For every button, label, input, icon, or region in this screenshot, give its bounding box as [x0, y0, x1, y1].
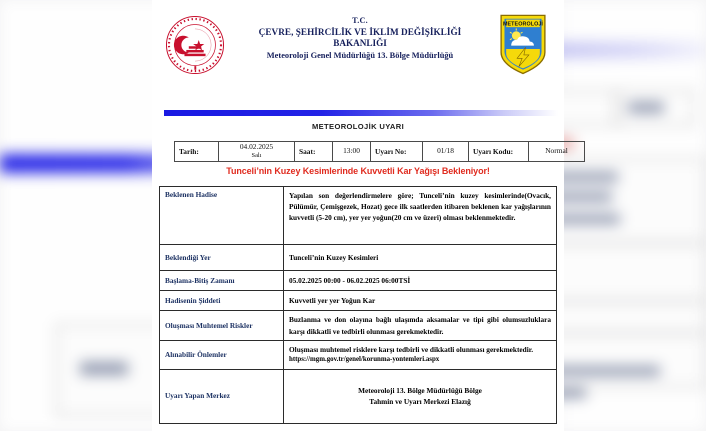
alert-headline: Tunceli’nin Kuzey Kesimlerinde Kuvvetli Kar Yağışı Bekleniyor! — [226, 166, 490, 176]
time-label: Saat: — [295, 142, 333, 162]
time-value: 13:00 — [333, 142, 371, 162]
row-label-expected-event: Beklenen Hadise — [160, 187, 284, 245]
table-row — [160, 311, 557, 341]
warning-code-label: Uyarı Kodu: — [469, 142, 529, 162]
tc-label: T.C. — [352, 16, 368, 25]
tc-ministry-emblem-icon — [164, 14, 226, 76]
row-label-precautions: Alınabilir Önlemler — [160, 341, 284, 370]
warning-no-label: Uyarı No: — [371, 142, 423, 162]
ministry-name-line1: ÇEVRE, ŞEHİRCİLİK VE İKLİM DEĞİŞİKLİĞİ — [258, 26, 462, 37]
table-row — [160, 369, 557, 423]
warning-details-table — [159, 186, 557, 424]
document-header — [152, 0, 564, 92]
warning-info-table — [174, 141, 585, 162]
date-value — [219, 142, 295, 162]
precautions-url[interactable]: https://mgm.gov.tr/genel/korunma-yontemleri.aspx — [289, 356, 440, 364]
row-value-possible-risks: Buzlanma ve don olayına bağlı ulaşımda aksamalar ve tipi gibi olumsuzluklara karşı dikkatli ve tedbirli olunması gerekmektedir. — [284, 311, 557, 341]
table-row — [160, 187, 557, 245]
table-row — [160, 341, 557, 370]
row-label-expected-location: Beklendiği Yer — [160, 245, 284, 271]
table-row — [160, 291, 557, 311]
info-row — [175, 142, 585, 162]
row-value-start-end-time: 05.02.2025 00:00 - 06.02.2025 06:00TSİ — [284, 271, 557, 291]
row-value-precautions — [284, 341, 557, 370]
meteoroloji-shield-icon — [497, 12, 549, 76]
ministry-title-block — [226, 16, 494, 62]
meteorological-warning-title: METEOROLOJİK UYARI — [311, 122, 405, 131]
issuing-center-line1: Meteoroloji 13. Bölge Müdürlüğü Bölge — [358, 385, 482, 395]
issuing-center-line2: Tahmin ve Uyarı Merkezi Elazığ — [369, 397, 471, 407]
blue-gradient-rule — [164, 110, 558, 116]
date-weekday: Salı — [251, 152, 262, 160]
row-value-event-severity: Kuvvetli yer yer Yoğun Kar — [284, 291, 557, 311]
row-value-expected-location: Tunceli’nin Kuzey Kesimleri — [284, 245, 557, 271]
svg-text:METEOROLOJİ: METEOROLOJİ — [502, 21, 544, 28]
row-value-expected-event: Yapılan son değerlendirmelere göre; Tunceli’nin kuzey kesimlerinde(Ovacık, Pülümür, Çemişgezek, Hozat) gece ilk saatlerden itibaren beklenen kar yağışlarının kuvvetli (5-20 cm), yer yer yoğun(20 cm ve üzeri) olması beklenmektedir. — [284, 187, 557, 245]
directorate-name: Meteoroloji Genel Müdürlüğü 13. Bölge Müdürlüğü — [266, 51, 454, 61]
warning-no-value: 01/18 — [423, 142, 469, 162]
background-document-right — [566, 0, 706, 431]
row-label-event-severity: Hadisenin Şiddeti — [160, 291, 284, 311]
row-label-start-end-time: Başlama-Bitiş Zamanı — [160, 271, 284, 291]
warning-code-value: Normal — [529, 142, 585, 162]
table-row — [160, 271, 557, 291]
row-label-possible-risks: Oluşması Muhtemel Riskler — [160, 311, 284, 341]
meteorological-warning-document — [152, 0, 568, 431]
row-value-issuing-center — [284, 369, 557, 423]
ministry-name-line2: BAKANLIĞI — [333, 38, 387, 49]
date-value-text: 04.02.2025 — [239, 142, 274, 152]
date-label: Tarih: — [175, 142, 219, 162]
row-label-issuing-center: Uyarı Yapan Merkez — [160, 369, 284, 423]
precautions-text: Oluşması muhtemel risklere karşı tedbirli ve dikkatli olunması gerekmektedir. — [289, 345, 534, 354]
table-row — [160, 245, 557, 271]
